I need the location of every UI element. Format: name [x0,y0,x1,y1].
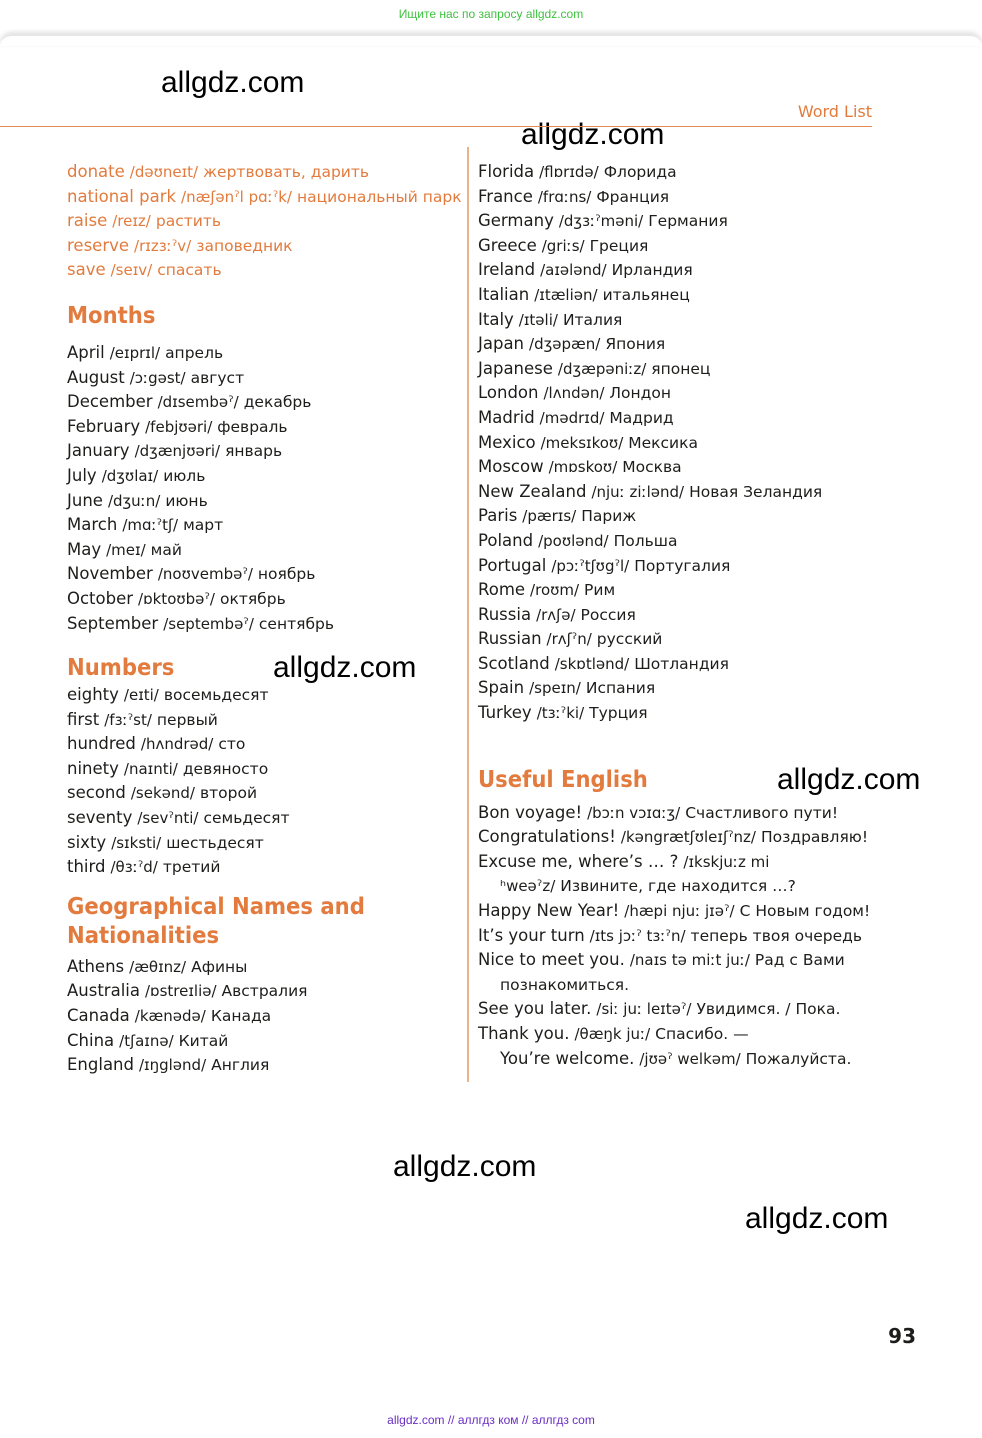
column-divider [467,147,469,1082]
word-entry [67,708,467,733]
watermark: allgdz.com [745,1202,889,1235]
entry-transcription: /meɪ/ [106,540,146,559]
entry-word: Italian [478,284,530,304]
entry-transcription: /sevˀnti/ [137,809,199,828]
entry-translation: растить [155,212,221,231]
top-word-list [67,160,467,283]
entry-word: July [67,465,97,485]
entry-transcription: /θæŋk juː/ [574,1025,651,1043]
entry-transcription: /ɪŋglənd/ [138,1056,207,1075]
entry-transcription: /dʒænjʊəri/ [134,442,221,461]
entry-translation: август [190,368,245,387]
left-column [67,160,467,1078]
word-entry [478,973,878,998]
entry-word: donate [67,162,125,181]
word-entry [478,652,878,677]
entry-transcription: ʰweəˀz/ [500,877,556,896]
entry-word: Madrid [478,407,535,427]
entry-word: February [67,416,141,436]
entry-translation: спасать [157,261,222,280]
entry-word: January [67,441,130,461]
months-list [67,341,467,636]
entry-translation: Португалия [634,556,731,575]
entry-transcription: /noʊvembəˀ/ [157,565,253,584]
entry-translation: теперь твоя очередь [690,926,862,945]
entry-translation: восемьдесят [163,686,269,705]
word-entry [67,587,467,612]
word-entry [67,185,467,210]
entry-translation: Поздравляю! [760,828,869,847]
entry-transcription: /naɪnti/ [123,759,178,778]
entry-transcription: /poʊlənd/ [538,531,609,550]
entry-transcription: /aɪələnd/ [540,261,607,280]
entry-transcription: /njuː ziːlənd/ [591,482,685,501]
entry-transcription: /ɪts jɔːˀ tɜːˀn/ [589,926,686,945]
entry-translation: Москва [622,458,682,477]
entry-translation: Япония [605,335,666,354]
entry-transcription: /ɪtəli/ [518,310,558,329]
word-entry [478,185,878,210]
entry-transcription: /tʃaɪnə/ [119,1031,174,1050]
entry-word: Australia [67,981,140,1001]
word-entry [478,258,878,283]
word-entry [478,234,878,259]
entry-transcription: /septembəˀ/ [163,614,254,633]
entry-transcription: /griːs/ [541,236,585,255]
entry-translation: Англия [211,1056,270,1075]
geography-list-left [67,955,467,1078]
word-entry [478,283,878,308]
entry-transcription: /meksɪkoʊ/ [540,433,624,452]
entry-translation: декабрь [243,393,312,412]
word-entry [67,757,467,782]
entry-transcription: /jʊəˀ welkəm/ [639,1049,741,1068]
page-edge [0,34,982,46]
word-entry [478,874,878,899]
entry-word: Nice to meet you. [478,950,625,970]
entry-transcription: /dʒɜːˀməni/ [558,212,644,231]
word-entry [478,578,878,603]
page-number: 93 [888,1324,916,1348]
header-rule [0,126,872,127]
entry-word: Japan [478,334,525,354]
word-entry [478,554,878,579]
entry-translation: Извините, где находится …? [560,877,796,896]
entry-translation: С Новым годом! [739,902,871,921]
entry-transcription: /bɔːn vɔɪɑːʒ/ [587,803,681,822]
entry-word: November [67,564,153,584]
entry-transcription: /ɪkskjuːz mi [683,852,770,871]
entry-translation: Австралия [221,982,308,1001]
word-entry [478,406,878,431]
entry-transcription: /seɪv/ [110,261,153,280]
entry-transcription: /febjʊəri/ [145,417,213,436]
entry-translation: шестьдесят [166,833,264,852]
entry-word: Happy New Year! [478,901,620,921]
watermark: allgdz.com [521,118,665,151]
entry-translation: апрель [165,343,224,362]
entry-translation: март [183,516,224,535]
section-heading-useful-english: Useful English [478,766,648,793]
entry-transcription: /rʌʃə/ [536,605,576,624]
word-entry [67,415,467,440]
entry-translation: Счастливого пути! [685,803,839,822]
entry-translation: Франция [596,187,670,206]
entry-word: ninety [67,758,119,778]
word-entry [478,850,878,875]
watermark: allgdz.com [393,1150,537,1183]
entry-transcription: /naɪs tə miːt juː/ [629,951,750,970]
entry-word: Canada [67,1006,130,1026]
entry-translation: Париж [581,507,637,526]
watermark: allgdz.com [777,763,921,796]
entry-transcription: /tɜːˀki/ [536,704,585,723]
entry-translation: Китай [178,1031,229,1050]
entry-translation: итальянец [602,285,690,304]
entry-transcription: /ɒktoʊbəˀ/ [138,589,215,608]
entry-translation: познакомиться. [500,975,630,994]
entry-translation: Спасибо. — [655,1025,749,1043]
entry-word: New Zealand [478,481,587,501]
entry-translation: сентябрь [258,614,334,633]
entry-translation: Ирландия [611,261,693,280]
entry-translation: Рим [584,581,616,600]
entry-transcription: /dʒəpæn/ [529,335,601,354]
word-entry [67,258,467,283]
entry-word: save [67,260,106,280]
entry-transcription: /roʊm/ [530,581,580,600]
entry-word: eighty [67,685,119,705]
entry-word: Turkey [478,703,532,723]
entry-translation: Увидимся. / Пока. [696,1000,841,1019]
word-entry [478,209,878,234]
entry-word: Congratulations! [478,827,616,847]
entry-translation: май [150,540,182,559]
entry-word: Scotland [478,653,550,673]
entry-transcription: /kænədə/ [134,1007,206,1026]
word-entry [67,234,467,259]
entry-translation: Шотландия [634,654,729,673]
word-entry [478,924,878,949]
entry-word: Rome [478,580,526,600]
entry-translation: японец [651,359,711,378]
entry-translation: Россия [580,605,636,624]
entry-transcription: /ɪtæliən/ [534,285,598,304]
word-entry [67,366,467,391]
entry-word: France [478,186,533,206]
word-entry [67,489,467,514]
word-entry [478,627,878,652]
entry-transcription: /kəngrætʃʊleɪʃˀnz/ [620,828,756,847]
watermark: allgdz.com [161,66,305,99]
word-entry [478,381,878,406]
word-entry [67,160,467,185]
entry-word: hundred [67,734,136,754]
entry-translation: русский [596,630,663,649]
entry-transcription: /dəʊneɪt/ [129,163,199,181]
entry-translation: Лондон [609,384,672,403]
entry-transcription: /dʒuːn/ [107,491,161,510]
entry-word: Portugal [478,555,547,575]
word-entry [67,683,467,708]
entry-word: Paris [478,506,518,526]
entry-word: England [67,1055,134,1075]
entry-translation: июнь [165,491,208,510]
entry-translation: ноябрь [257,565,316,584]
entry-word: Germany [478,211,554,231]
entry-word: China [67,1030,115,1050]
word-entry [67,464,467,489]
word-entry [67,1029,467,1054]
word-entry [478,603,878,628]
word-entry [478,357,878,382]
entry-translation: девяносто [182,759,269,778]
entry-word: third [67,857,106,877]
word-entry [478,455,878,480]
word-entry [478,332,878,357]
section-heading-geography-line2: Nationalities [67,922,220,949]
entry-translation: третий [162,858,221,877]
watermark: allgdz.com [273,651,417,684]
entry-transcription: /flɒrɪdə/ [539,163,599,181]
entry-transcription: /frɑːns/ [537,187,592,206]
word-entry [67,538,467,563]
top-banner: Ищите нас по запросу allgdz.com [398,7,584,21]
entry-translation: семьдесят [203,809,290,828]
word-entry [478,948,878,973]
word-entry [67,439,467,464]
word-entry [478,825,878,850]
word-entry [67,855,467,880]
entry-translation: Канада [210,1007,272,1026]
entry-word: Spain [478,678,525,698]
entry-word: August [67,367,125,387]
entry-word: April [67,342,105,362]
entry-word: first [67,709,100,729]
entry-transcription: /mɒskoʊ/ [548,458,618,477]
word-entry [478,899,878,924]
word-entry [67,732,467,757]
entry-translation: жертвовать, дарить [203,163,370,181]
section-heading-geography: Geographical Names and [67,893,365,920]
entry-word: Greece [478,235,537,255]
right-column [478,160,878,1071]
numbers-list [67,683,467,880]
entry-transcription: /ɒstreɪliə/ [145,982,217,1001]
word-entry [67,806,467,831]
entry-translation: первый [156,710,218,729]
entry-transcription: /ɔːgəst/ [129,368,186,387]
entry-translation: июль [163,466,206,485]
entry-word: reserve [67,235,130,255]
entry-transcription: /eɪprɪl/ [109,343,161,362]
word-entry [478,160,878,185]
geography-list-right [478,160,878,726]
entry-word: Italy [478,309,514,329]
word-entry [478,801,878,826]
entry-transcription: /θɜːˀd/ [110,858,158,877]
entry-word: December [67,392,153,412]
entry-transcription: /dʒæpəniːz/ [557,359,647,378]
entry-transcription: /hæpi njuː jɪəˀ/ [624,902,735,921]
word-entry [67,390,467,415]
entry-word: September [67,613,159,633]
word-entry [67,1053,467,1078]
entry-word: sixty [67,832,107,852]
word-entry [67,612,467,637]
entry-word: Thank you. [478,1024,570,1043]
entry-transcription: /pærɪs/ [522,507,577,526]
entry-translation: второй [199,784,258,803]
entry-transcription: /lʌndən/ [543,384,605,403]
entry-translation: Польша [613,531,678,550]
entry-translation: январь [225,442,283,461]
word-entry [478,431,878,456]
word-entry [478,1022,878,1047]
entry-word: Mexico [478,432,536,452]
entry-word: national park [67,186,177,206]
entry-translation: Новая Зеландия [689,482,823,501]
entry-word: Russia [478,604,532,624]
entry-transcription: /rʌʃˀn/ [546,630,592,649]
entry-transcription: /siː juː leɪtəˀ/ [596,1000,692,1019]
section-heading-months: Months [67,302,156,329]
entry-translation: Италия [562,310,623,329]
entry-transcription: /sekənd/ [130,784,195,803]
entry-translation: Греция [589,236,649,255]
entry-transcription: /næʃənˀl pɑːˀk/ [181,187,292,206]
entry-transcription: /skɒtlənd/ [554,654,630,673]
entry-word: Bon voyage! [478,802,583,822]
entry-translation: Турция [589,704,648,723]
entry-word: June [67,490,103,510]
entry-word: May [67,539,102,559]
word-entry [478,504,878,529]
entry-word: Ireland [478,260,536,280]
word-entry [67,341,467,366]
word-entry [67,781,467,806]
entry-translation: октябрь [219,589,286,608]
entry-translation: Пожалуйста. [745,1049,852,1068]
entry-word: Florida [478,162,535,181]
entry-word: It’s your turn [478,925,585,945]
word-entry [478,308,878,333]
word-entry [478,676,878,701]
word-entry [478,701,878,726]
entry-word: Athens [67,956,125,976]
entry-translation: Германия [648,212,728,231]
entry-word: Excuse me, where’s … ? [478,851,679,871]
entry-translation: Флорида [603,163,677,181]
entry-translation: Мадрид [609,408,674,427]
entry-word: second [67,783,126,803]
entry-translation: Рад с Вами [754,951,845,970]
entry-word: Moscow [478,457,544,477]
entry-word: October [67,588,134,608]
word-entry [67,831,467,856]
entry-transcription: /mədrɪd/ [539,408,605,427]
word-entry [67,979,467,1004]
entry-word: Japanese [478,358,553,378]
entry-transcription: /reɪz/ [112,212,151,231]
entry-transcription: /dɪsembəˀ/ [157,393,239,412]
header-title: Word List [797,102,872,121]
entry-translation: национальный парк [296,187,462,206]
entry-translation: февраль [217,417,288,436]
entry-word: seventy [67,808,133,828]
entry-word: London [478,383,539,403]
section-heading-numbers: Numbers [67,655,175,682]
entry-transcription: /pɔːˀtʃʊgˀl/ [551,556,630,575]
word-entry [478,997,878,1022]
entry-transcription: /eɪti/ [123,686,159,705]
entry-word: Russian [478,629,542,649]
word-entry [67,209,467,234]
word-entry [478,529,878,554]
entry-translation: заповедник [196,236,293,255]
entry-transcription: /hʌndrəd/ [140,735,214,754]
entry-word: March [67,515,118,535]
word-entry [67,562,467,587]
entry-translation: Афины [191,957,248,976]
useful-english-list [478,801,878,1072]
word-entry [478,1047,878,1072]
entry-word: You’re welcome. [500,1048,635,1068]
entry-word: See you later. [478,999,592,1019]
word-entry [67,513,467,538]
entry-translation: Испания [585,679,656,698]
entry-word: raise [67,211,108,231]
word-entry [67,1004,467,1029]
entry-transcription: /dʒʊlaɪ/ [101,466,159,485]
entry-transcription: /speɪn/ [529,679,581,698]
entry-word: Poland [478,530,534,550]
entry-transcription: /æθɪnz/ [129,957,187,976]
footer-banner: allgdz.com // аллгдз ком // аллгдз com [387,1413,595,1427]
entry-translation: сто [218,735,246,754]
entry-transcription: /rɪzɜːˀv/ [134,236,192,255]
entry-translation: Мексика [628,433,698,452]
word-entry [67,955,467,980]
entry-transcription: /sɪksti/ [111,833,162,852]
entry-transcription: /mɑːˀtʃ/ [122,516,179,535]
word-entry [478,480,878,505]
entry-transcription: /fɜːˀst/ [104,710,152,729]
